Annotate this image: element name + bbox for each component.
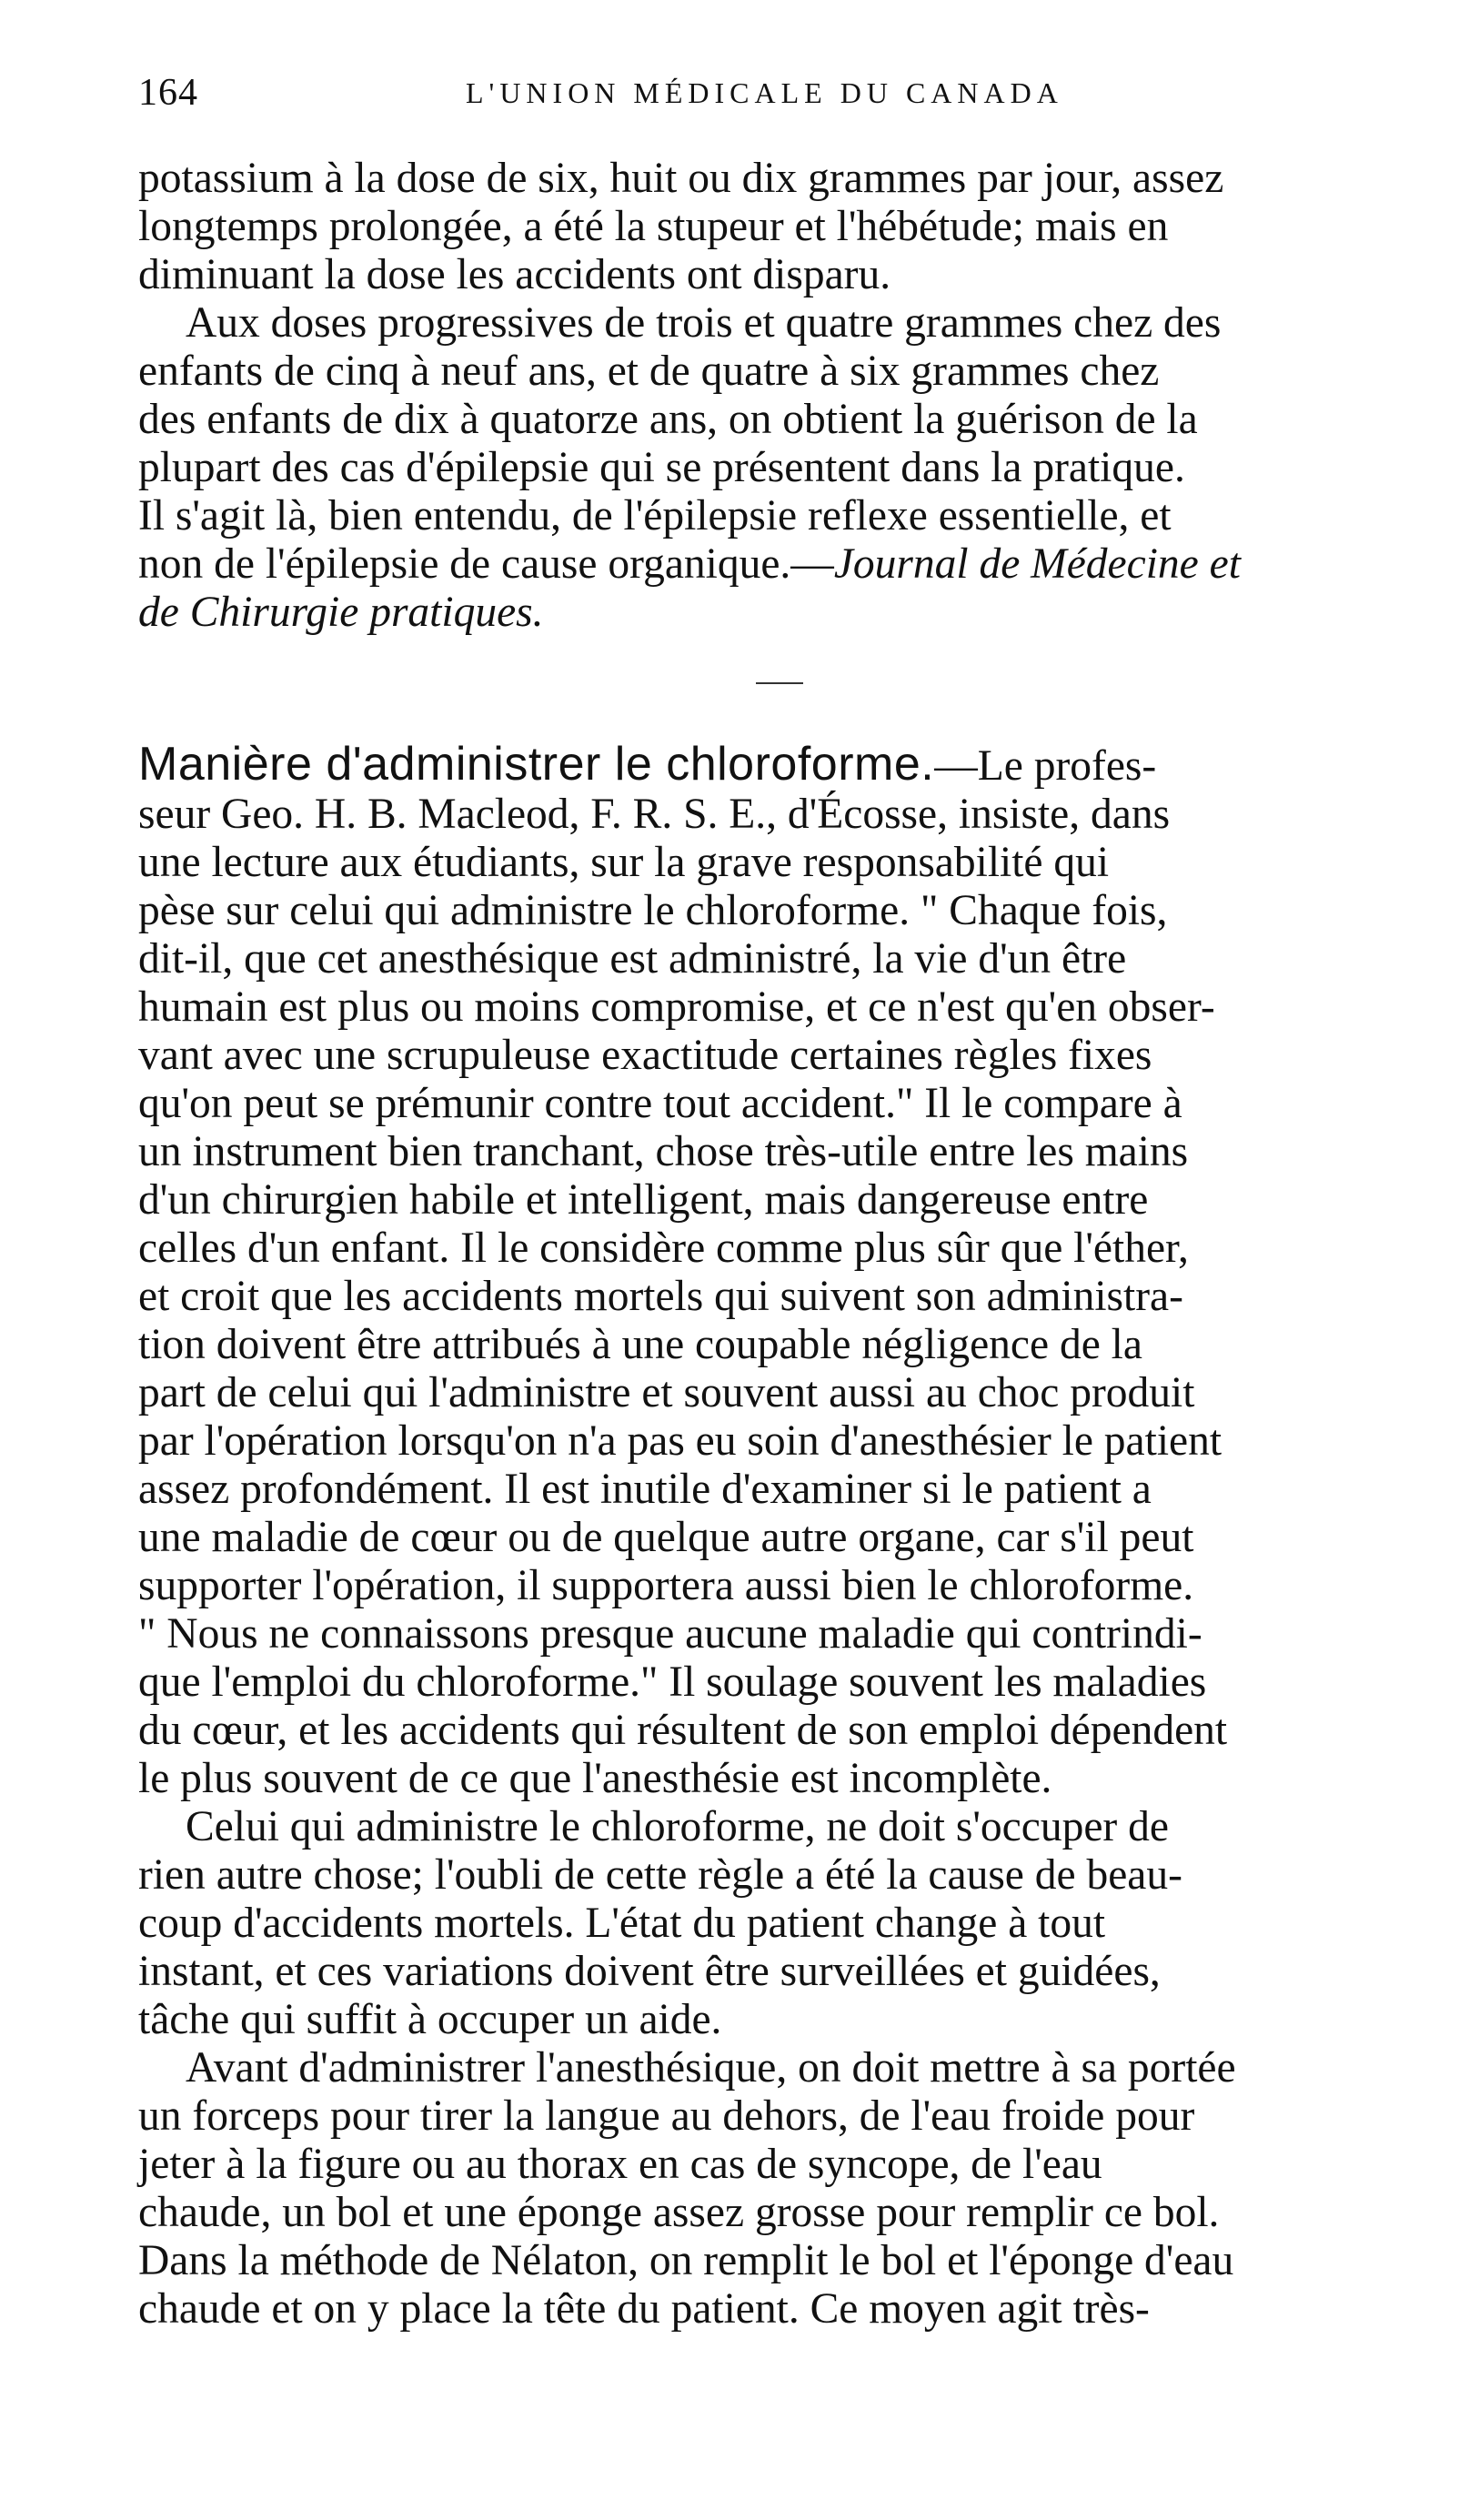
text-line: par l'opération lorsqu'on n'a pas eu soin d'anesthésier le patient [138,1417,1223,1465]
text-line: chaude et on y place la tête du patient. Ce moyen agit très- [138,2285,1150,2333]
text-line: une lecture aux étudiants, sur la grave responsabilité qui [138,839,1110,886]
text-line: que l'emploi du chloroforme." Il soulage souvent les maladies [138,1658,1207,1706]
text-line: dit-il, que cet anesthésique est administré, la vie d'un être [138,935,1127,983]
text-line: assez profondément. Il est inutile d'examiner si le patient a [138,1466,1152,1513]
text-line: potassium à la dose de six, huit ou dix grammes par jour, assez [138,155,1224,202]
text-line: rien autre chose; l'oubli de cette règle a été la cause de beau- [138,1851,1182,1899]
text-line: diminuant la dose les accidents ont disparu. [138,251,891,298]
text-line: Il s'agit là, bien entendu, de l'épilepsie reflexe essentielle, et [138,492,1172,539]
source-citation: de Chirurgie pratiques. [138,589,544,636]
text-line: et croit que les accidents mortels qui suivent son administra- [138,1273,1183,1320]
text-line: du cœur, et les accidents qui résultent de son emploi dépendent [138,1707,1228,1754]
text-line: Dans la méthode de Nélaton, on remplit le bol et l'éponge d'eau [138,2237,1234,2284]
text-line: humain est plus ou moins compromise, et ce n'est qu'en obser- [138,983,1215,1031]
text-line: seur Geo. H. B. Macleod, F. R. S. E., d'Écosse, insiste, dans [138,791,1171,838]
text-line: vant avec une scrupuleuse exactitude certaines règles fixes [138,1032,1152,1079]
text-line: chaude, un bol et une éponge assez grosse pour remplir ce bol. [138,2189,1220,2236]
text-line: pèse sur celui qui administre le chloroforme. " Chaque fois, [138,887,1168,934]
text-line: longtemps prolongée, a été la stupeur et l'hébétude; mais en [138,203,1169,250]
page-number: 164 [138,72,198,114]
document-page [138,55,1421,2334]
text-line: tâche qui suffit à occuper un aide. [138,1996,722,2043]
article-heading: Manière d'administrer le chloroforme. [138,738,935,791]
text-line: " Nous ne connaissons presque aucune maladie qui contrindi- [138,1610,1202,1658]
text-line: instant, et ces variations doivent être surveillées et guidées, [138,1948,1161,1995]
text-line: enfants de cinq à neuf ans, et de quatre à six grammes chez [138,348,1160,395]
text-line: Aux doses progressives de trois et quatre grammes chez des [186,299,1222,347]
intro-paragraph [138,155,1421,299]
text-line: qu'on peut se prémunir contre tout accident." Il le compare à [138,1080,1182,1127]
text-line: jeter à la figure ou au thorax en cas de syncope, de l'eau [138,2141,1102,2188]
text-line: celles d'un enfant. Il le considère comme plus sûr que l'éther, [138,1225,1189,1272]
text-line: un forceps pour tirer la langue au dehors, de l'eau froide pour [138,2092,1195,2140]
text-fragment: —Le profes- [934,742,1157,790]
chloroform-article [138,738,1421,2334]
text-line: supporter l'opération, il supportera aussi bien le chloroforme. [138,1562,1194,1609]
text-line: plupart des cas d'épilepsie qui se présentent dans la pratique. [138,444,1185,491]
epilepsy-paragraph [138,299,1421,637]
section-divider [756,682,803,684]
text-line: d'un chirurgien habile et intelligent, mais dangereuse entre [138,1176,1149,1224]
text-line: Avant d'administrer l'anesthésique, on doit mettre à sa portée [186,2044,1236,2092]
text-line: part de celui qui l'administre et souvent aussi au choc produit [138,1369,1195,1416]
text-line: Celui qui administre le chloroforme, ne doit s'occuper de [186,1803,1169,1850]
source-citation: Journal de Médecine et [833,540,1241,588]
text-line: des enfants de dix à quatorze ans, on obtient la guérison de la [138,396,1198,443]
running-head [138,55,1421,127]
text-fragment: non de l'épilepsie de cause organique.— [138,540,834,588]
text-line: un instrument bien tranchant, chose très-utile entre les mains [138,1128,1189,1175]
text-line: tion doivent être attribués à une coupable négligence de la [138,1321,1142,1368]
text-line: une maladie de cœur ou de quelque autre organe, car s'il peut [138,1514,1194,1561]
text-line: le plus souvent de ce que l'anesthésie est incomplète. [138,1755,1052,1802]
text-line [138,540,1421,589]
article-heading-line [138,738,1421,791]
journal-title: L'UNION MÉDICALE DU CANADA [466,76,1063,109]
text-line: coup d'accidents mortels. L'état du patient change à tout [138,1900,1106,1947]
